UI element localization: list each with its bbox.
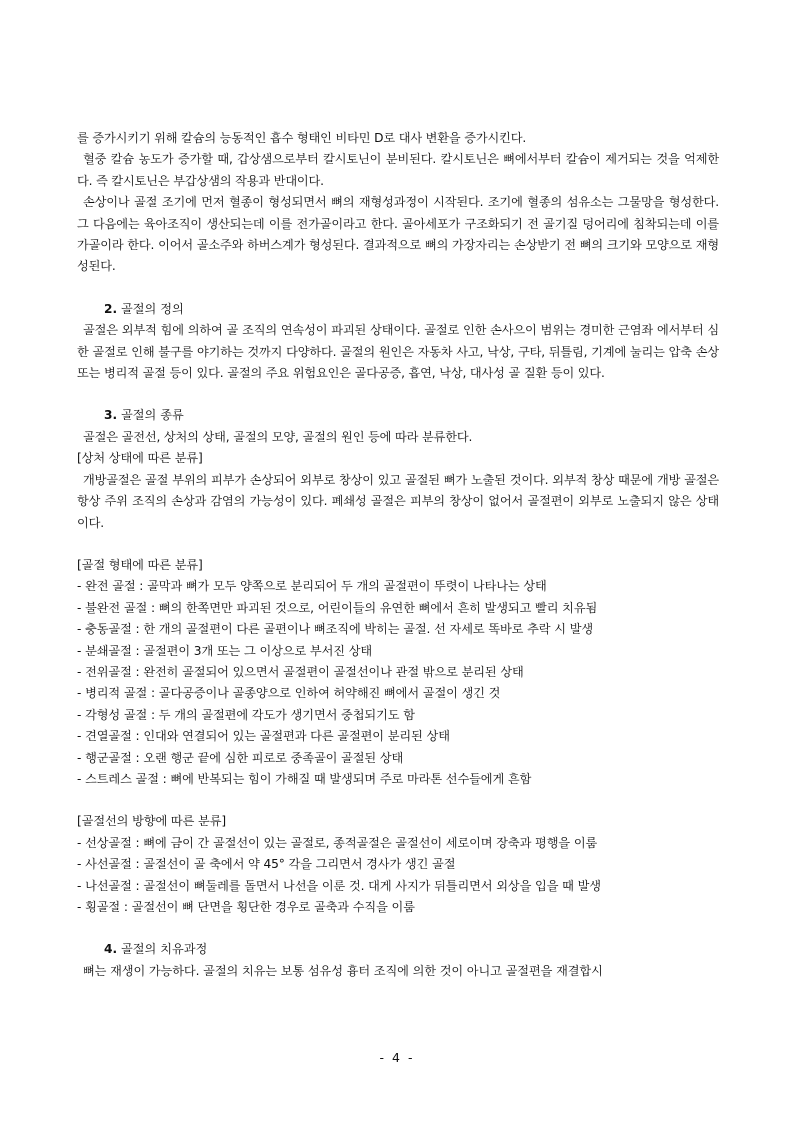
section-3-title: 골절의 종류 (121, 408, 184, 423)
list-item: - 행군골절 : 오랜 행군 끝에 심한 피로로 중족골이 골절된 상태 (77, 750, 404, 765)
list-item: - 나선골절 : 골절선이 뼈둘레를 돌면서 나선을 이룬 것. 대게 사지가 뒤틀리면서 외상을 입을 때 발생 (77, 878, 601, 893)
intro-paragraph-2: 혈중 칼슘 농도가 증가할 때, 갑상샘으로부터 칼시토닌이 분비된다. 칼시토닌은 뼈에서부터 칼슘이 제거되는 것을 억제한다. 즉 칼시토닌은 부갑상샘의 작용과 반대이다. (77, 152, 719, 188)
document-page (77, 128, 719, 982)
spacer (77, 278, 719, 299)
section-2-body: 골절은 외부적 힘에 의하여 골 조직의 연속성이 파괴된 상태이다. 골절로 인한 손사으이 범위는 경미한 근염좌 에서부터 심한 골절로 인해 불구를 야기하는 것까지 다양하다. 골절의 원인은 자동차 사고, 낙상, 구타, 뒤틀림, 기계에 눌리는 압축 손상 또는 병리적 골절 등이 있다. 골절의 주요 위험요인은 골다공증, 흡연, 낙상, 대사성 골 질환 등이 있다. (77, 323, 719, 381)
list-item: - 선상골절 : 뼈에 금이 간 골절선이 있는 골절로, 종적골절은 골절선이 세로이며 장축과 평행을 이룸 (77, 835, 598, 850)
section-2-title: 골절의 정의 (121, 301, 184, 316)
spacer (77, 534, 719, 555)
section-4-number: 4. (104, 942, 118, 957)
spacer (77, 790, 719, 811)
section-2-number: 2. (104, 301, 118, 316)
section-3-intro: 골절은 골전선, 상처의 상태, 골절의 모양, 골절의 원인 등에 따라 분류한다. (83, 429, 473, 444)
section-3-heading (77, 405, 719, 426)
section-3-number: 3. (104, 408, 118, 423)
list-item: - 각형성 골절 : 두 개의 골절편에 각도가 생기면서 중첩되기도 함 (77, 707, 415, 722)
section-4-heading (77, 939, 719, 960)
list-item: - 병리적 골절 : 골다공증이나 골종양으로 인하여 허약해진 뼈에서 골절이 생긴 것 (77, 686, 501, 701)
intro-paragraph-1: 를 증가시키기 위해 칼슘의 능동적인 흡수 형태인 비타민 D로 대사 변환을 증가시킨다. (77, 131, 527, 145)
section-4-body: 뼈는 재생이 가능하다. 골절의 치유는 보통 섬유성 흉터 조직에 의한 것이 아니고 골절편을 재결합시 (83, 963, 603, 978)
spacer (77, 384, 719, 405)
list-item: - 완전 골절 : 골막과 뼈가 모두 양쪽으로 분리되어 두 개의 골절편이 뚜렷이 나타나는 상태 (77, 579, 547, 594)
spacer (77, 918, 719, 939)
wound-classification-heading: [상처 상태에 따른 분류] (77, 451, 203, 466)
shape-classification-heading: [골절 형태에 따른 분류] (77, 557, 203, 572)
list-item: - 전위골절 : 완전히 골절되어 있으면서 골절편이 골절선이나 관절 밖으로 분리된 상태 (77, 664, 524, 679)
section-4-title: 골절의 치유과정 (121, 942, 208, 957)
list-item: - 충동골절 : 한 개의 골절편이 다른 골편이나 뼈조직에 박히는 골절. 선 자세로 똑바로 추락 시 발생 (77, 622, 594, 637)
wound-classification-body: 개방골절은 골절 부위의 피부가 손상되어 외부로 창상이 있고 골절된 뼈가 노출된 것이다. 외부적 창상 때문에 개방 골절은 항상 주위 조직의 손상과 감염의 가능성이 있다. 폐쇄성 골절은 피부의 창상이 없어서 골절편이 외부로 노출되지 않은 상태이다. (77, 472, 719, 530)
list-item: - 사선골절 : 골절선이 골 축에서 약 45° 각을 그리면서 경사가 생긴 골절 (77, 857, 456, 872)
list-item: - 횡골절 : 골절선이 뼈 단면을 횡단한 경우로 골축과 수직을 이룸 (77, 900, 415, 914)
direction-classification-heading: [골절선의 방향에 따른 분류] (77, 814, 227, 829)
intro-paragraph-3: 손상이나 골절 조기에 먼저 혈종이 형성되면서 뼈의 재형성과정이 시작된다. 조기에 혈종의 섬유소는 그물망을 형성한다. 그 다음에는 육아조직이 생산되는데 이를 전가골이라고 한다. 골아세포가 구조화되기 전 골기질 덩어리에 침착되는데 이를 가골이라 한다. 이어서 골소주와 하버스계가 형성된다. 결과적으로 뼈의 가장자리는 손상받기 전 뼈의 크기와 모양으로 재형성된다. (77, 195, 719, 274)
list-item: - 불완전 골절 : 뼈의 한쪽면만 파괴된 것으로, 어린이들의 유연한 뼈에서 흔히 발생되고 빨리 치유됨 (77, 600, 598, 615)
list-item: - 분쇄골절 : 골절편이 3개 또는 그 이상으로 부서진 상태 (77, 643, 373, 658)
section-2-heading (77, 299, 719, 320)
list-item: - 견열골절 : 인대와 연결되어 있는 골절편과 다른 골절편이 분리된 상태 (77, 729, 450, 744)
list-item: - 스트레스 골절 : 뼈에 반복되는 힘이 가해질 때 발생되며 주로 마라톤 선수들에게 흔함 (77, 771, 532, 786)
page-number: - 4 - (379, 1050, 415, 1065)
